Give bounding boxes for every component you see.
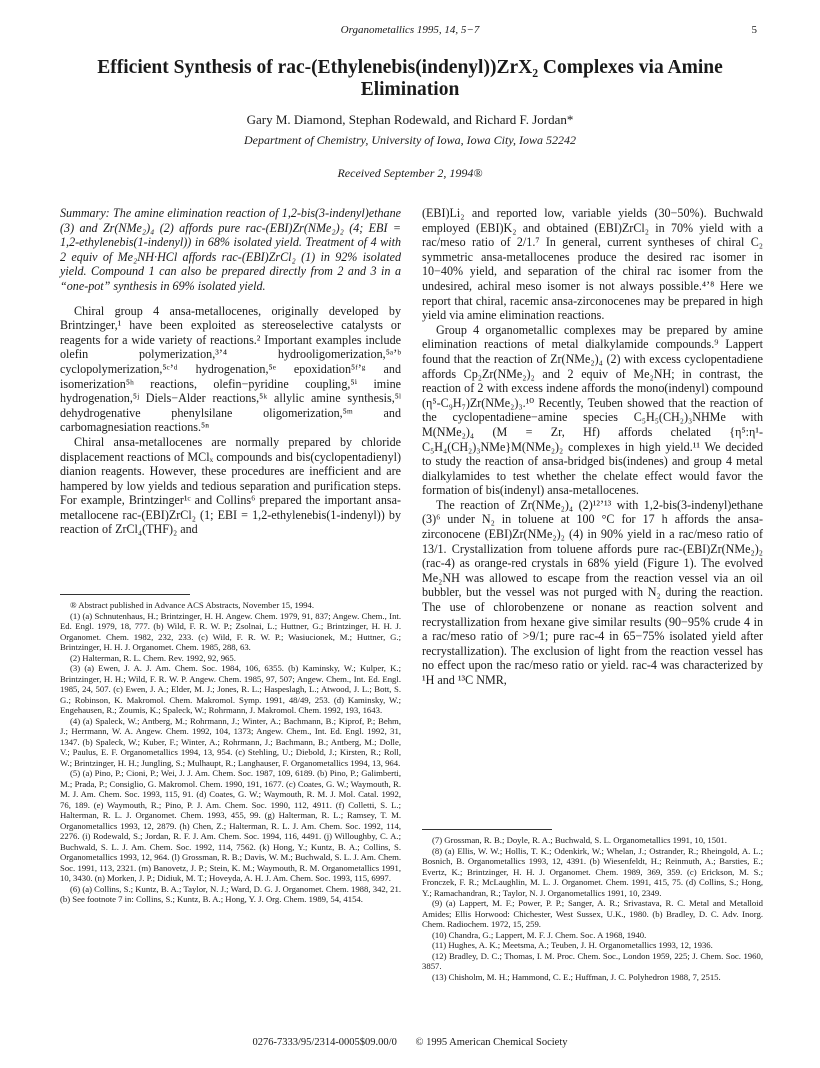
footnote: (8) (a) Ellis, W. W.; Hollis, T. K.; Odenkirk, W.; Whelan, J.; Ostrander, R.; Rheingold, A. L.; Bosnich, B. Organometallics 1993, 12, 4391. (b) Wiesenfeldt, H.; Reinmuth, A.; Barsties, E.; Evertz, K.; Brintzinger, H. H. J. Organomet. Chem. 1989, 369, 359. (c) Erickson, M. S.; Fronczek, F. R.; McLaughlin, M. L. J. Organomet. Chem. 1991, 415, 75. (d) Collins, S.; Hong, Y.; Ramachandran, R.; Taylor, N. J. Organometallics 1991, 10, 2349. <box>422 845 763 898</box>
left-column <box>60 206 401 537</box>
article-title: Efficient Synthesis of rac-(Ethylenebis(indenyl))ZrX₂ Complexes via Amine Elimination <box>97 57 723 100</box>
copyright: © 1995 American Chemical Society <box>415 1037 568 1048</box>
footnote: (4) (a) Spaleck, W.; Antberg, M.; Rohrmann, J.; Winter, A.; Bachmann, B.; Kiprof, P.; Behm, J.; Herrmann, W. A. Angew. Chem. 1992, 104, 1373; Angew. Chem., Int. Ed. Engl. 1992, 31, 1347. (b) Spaleck, W.; Kuber, F.; Winter, A.; Rohrmann, J.; Bachmann, B.; Antberg, M.; Dolle, V.; Paulus, E. F. Organometallics 1994, 13, 954. (c) Stehling, U.; Diebold, J.; Kirsten, R.; Roll, W.; Brintzinger, H. H.; Jungling, S.; Mulhaupt, R.; Langhauser, F. Organometallics 1994, 13, 964. <box>60 715 401 768</box>
footnote: (1) (a) Schnutenhaus, H.; Brintzinger, H. H. Angew. Chem. 1979, 91, 837; Angew. Chem., Int. Ed. Engl. 1979, 18, 777. (b) Wild, F. R. W. P.; Zsolnai, L.; Huttner, G.; Brintzinger, H. H. J. Organomet. Chem. 1982, 232, 233. (c) Wild, F. R. W. P.; Wasiucionek, M.; Huttner, G.; Brintzinger, H. H. J. Organomet. Chem. 1985, 288, 63. <box>60 610 401 652</box>
footnote: (12) Bradley, D. C.; Thomas, I. M. Proc. Chem. Soc., London 1959, 225; J. Chem. Soc. 1960, 3857. <box>422 950 763 971</box>
footnote: (5) (a) Pino, P.; Cioni, P.; Wei, J. J. Am. Chem. Soc. 1987, 109, 6189. (b) Pino, P.; Galimberti, M.; Prada, P.; Consiglio, G. Makromol. Chem. 1990, 191, 1677. (c) Coates, G. W.; Waymouth, R. M. J. Am. Chem. Soc. 1993, 115, 91. (d) Coates, G. W.; Waymouth, R. M. J. Mol. Catal. 1992, 76, 189. (e) Waymouth, R.; Pino, P. J. Am. Chem. Soc. 1990, 112, 4911. (f) Colletti, S. L.; Halterman, R. L. J. Organomet. Chem. 1993, 455, 99. (g) Halterman, R. L.; Ramsey, T. M. Organometallics 1993, 12, 2879. (h) Chen, Z.; Halterman, R. L. J. Am. Chem. Soc. 1992, 114, 2276. (i) Rodewald, S.; Jordan, R. F. J. Am. Chem. Soc. 1994, 116, 4491. (j) Willoughby, C. A.; Buchwald, S. L. J. Am. Chem. Soc. 1992, 114, 7562. (k) Hong, Y.; Kuntz, B. A.; Collins, S. Organometallics 1993, 12, 964. (l) Grossman, R. B.; Davis, W. M.; Buchwald, S. L. J. Am. Chem. Soc. 1991, 113, 2321. (m) Banovetz, J. P.; Stein, K. M.; Waymouth, R. M. Organometallics 1991, 10, 3430. (n) Morken, J. P.; Didiuk, M. T.; Hoveyda, A. H. J. Am. Chem. Soc. 1993, 115, 6997. <box>60 768 401 883</box>
footnote: (10) Chandra, G.; Lappert, M. F. J. Chem. Soc. A 1968, 1940. <box>432 929 647 940</box>
footnote: (13) Chisholm, M. H.; Hammond, C. E.; Huffman, J. C. Polyhedron 1988, 7, 2515. <box>432 971 721 982</box>
body-paragraph: Chiral ansa-metallocenes are normally prepared by chloride displacement reactions of MClₓ compounds and bis(cyclopentadienyl) dianion reagents. However, these procedures are inefficient and are hampered by low yields and tedious separation and purification steps. For example, Brintzinger¹ᶜ and Collins⁶ prepared the important ansa-metallocene rac-(EBI)ZrCl₂ (1; EBI = 1,2-ethylenebis(1-indenyl)) by reaction of ZrCl₄(THF)₂ and <box>60 434 401 537</box>
affiliation: Department of Chemistry, University of Iowa, Iowa City, Iowa 52242 <box>244 133 576 147</box>
footnote: (9) (a) Lappert, M. F.; Power, P. P.; Sanger, A. R.; Srivastava, R. C. Metal and Metalloid Amides; Ellis Horwood: Chichester, West Sussex, U.K., 1980. (b) Bradley, D. C. Adv. Inorg. Chem. Radiochem. 1972, 15, 259. <box>422 898 763 929</box>
body-paragraph: Group 4 organometallic complexes may be prepared by amine elimination reactions of metal dialkylamide compounds.⁹ Lappert found that the reaction of Zr(NMe₂)₄ (2) with excess cyclopentadiene affords Cp₂Zr(NMe₂)₂ and 2 equiv of Me₂NH; in contrast, the reaction of 2 with excess indene affords the mono(indenyl) compound (η⁵-C₉H₇)Zr(NMe₂)₃.¹⁰ Recently, Teuben showed that the reaction of the cyclopentadiene−amine species C₅H₅(CH₂)₃NHMe with M(NMe₂)₄ (M = Zr, Hf) affords chelated {η⁵:η¹-C₅H₄(CH₂)₃NMe}M(NMe₂)₂ complexes in high yield.¹¹ We decided to study the reaction of ansa-bridged bis(indenes) and group 4 metal dialkylamides to test whether the chelate effect would favor the formation of bis(indenyl) ansa-metallocenes. <box>422 322 763 498</box>
right-column <box>422 206 763 688</box>
footnotes-left <box>60 600 401 905</box>
footnote: ® Abstract published in Advance ACS Abstracts, November 15, 1994. <box>70 600 315 610</box>
article-code: 0276-7333/95/2314-0005$09.00/0 <box>252 1037 397 1048</box>
author-list: Gary M. Diamond, Stephan Rodewald, and Richard F. Jordan* <box>246 112 574 127</box>
body-paragraph: Chiral group 4 ansa-metallocenes, originally developed by Brintzinger,¹ have been exploited as stereoselective catalysts or reagents for a wide variety of reactions.² Important examples include olefin polymerization,³ʼ⁴ hydrooligomerization,⁵ᵃʼᵇ cyclopolymerization,⁵ᶜʼᵈ hydrogenation,⁵ᵉ epoxidation⁵ᶠʼᵍ and isomerization⁵ʰ reactions, olefin−pyridine coupling,⁵ⁱ imine hydrogenation,⁵ʲ Diels−Alder reactions,⁵ᵏ allylic amine synthesis,⁵ˡ dehydrogenative phenylsilane oligomerization,⁵ᵐ and carbomagnesiation reactions.⁵ⁿ <box>60 303 401 435</box>
footnote-divider <box>60 594 190 595</box>
running-header: Organometallics 1995, 14, 5−7 <box>340 24 480 36</box>
body-paragraph: (EBI)Li₂ and reported low, variable yields (30−50%). Buchwald employed (EBI)K₂ and obtained (EBI)ZrCl₂ in 70% yield with a rac/meso ratio of 2/1.⁷ In general, current syntheses of chiral C₂ symmetric ansa-metallocenes produce the desired rac isomer in 10−40% yield, and separation of the chiral rac isomer from the undesired, achiral meso isomer is not always possible.⁴ʼ⁸ Here we report that chiral, racemic ansa-zirconocenes may be prepared in high yield via amine elimination reactions. <box>422 206 763 323</box>
body-paragraph: The reaction of Zr(NMe₂)₄ (2)¹²ʼ¹³ with 1,2-bis(3-indenyl)ethane (3)⁶ under N₂ in toluene at 100 °C for 17 h affords the ansa-zirconocene (EBI)Zr(NMe₂)₂ (4) in 90% yield in a rac/meso ratio of 13/1. Crystallization from toluene affords pure rac-(EBI)Zr(NMe₂)₂ (rac-4) as orange-red crystals in 68% yield (Figure 1). The evolved Me₂NH was allowed to escape from the reaction vessel via an oil bubbler, but the vessel was not purged with N₂ during the reaction. The use of chlorobenzene or nonane as reaction solvent and recrystallization from hexane give similar results (90−95% crude 4 in a rac/meso ratio of >9/1; pure rac-4 in 65−75% isolated yield after recrystallization). The exclusion of light from the reaction vessel has no effect upon the rac/meso ratio or yield. rac-4 was characterized by ¹H and ¹³C NMR, <box>422 497 763 687</box>
footnote: (2) Halterman, R. L. Chem. Rev. 1992, 92, 965. <box>70 652 236 663</box>
footnote: (11) Hughes, A. K.; Meetsma, A.; Teuben, J. H. Organometallics 1993, 12, 1936. <box>432 940 713 950</box>
footnote: (3) (a) Ewen, J. A. J. Am. Chem. Soc. 1984, 106, 6355. (b) Kaminsky, W.; Kulper, K.; Brintzinger, H. H.; Wild, F. R. W. P. Angew. Chem. 1985, 97, 507; Angew. Chem., Int. Ed. Engl. 1985, 24, 507. (c) Ewen, J. A.; Elder, M. J.; Jones, R. L.; Haspeslagh, L.; Atwood, J. L.; Bott, S. G.; Robinson, K. Makromol. Chem. Makromol. Symp. 1991, 48/49, 253. (d) Kaminsky, W.; Engehausen, R.; Zoumis, K.; Spaleck, W.; Rohrmann, J. Makromol. Chem. 1992, 193, 1643. <box>60 663 401 715</box>
page-footer <box>0 1037 820 1048</box>
footnotes-right <box>422 835 763 982</box>
footnote: (7) Grossman, R. B.; Doyle, R. A.; Buchwald, S. L. Organometallics 1991, 10, 1501. <box>432 835 727 845</box>
summary-paragraph: Summary: The amine elimination reaction of 1,2-bis(3-indenyl)ethane (3) and Zr(NMe₂)₄ (2) affords pure rac-(EBI)Zr(NMe₂)₂ (4; EBI = 1,2-ethylenebis(1-indenyl)) in 68% isolated yield. Treatment of 4 with 2 equiv of Me₂NH·HCl affords rac-(EBI)ZrCl₂ (1) in 92% isolated yield. Compound 1 can also be prepared directly from 2 and 3 in a “one-pot” synthesis in 69% isolated yield. <box>60 206 401 293</box>
received-date: Received September 2, 1994® <box>337 166 483 180</box>
page-number: 5 <box>751 24 757 36</box>
footnote-divider <box>422 829 552 830</box>
footnote: (6) (a) Collins, S.; Kuntz, B. A.; Taylor, N. J.; Ward, D. G. J. Organomet. Chem. 1988, 342, 21. (b) See footnote 7 in: Collins, S.; Kuntz, B. A.; Hong, Y. J. Org. Chem. 1989, 54, 4154. <box>60 883 401 904</box>
